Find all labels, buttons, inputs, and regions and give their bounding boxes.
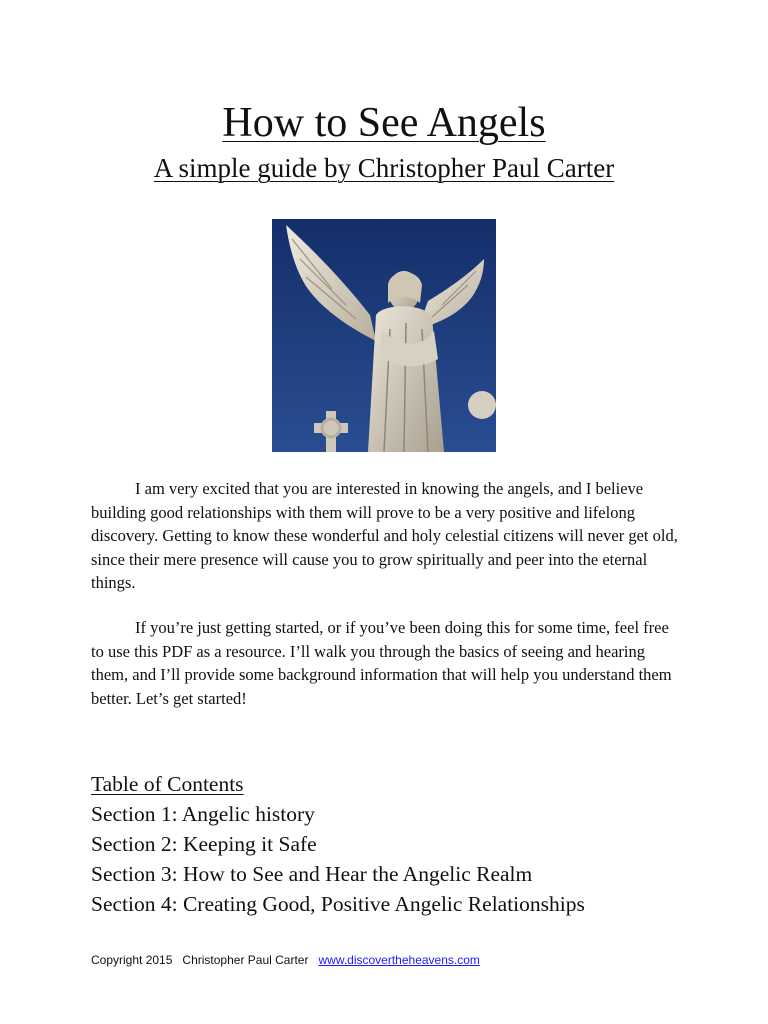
intro-paragraph: I am very excited that you are interested in knowing the angels, and I believe building good relationships with them will prove to be a very positive and lifelong discovery. Getting to know these wonderful and holy celestial citizens will never get old, since their mere presence will cause you to grow spiritually and peer into the eternal things. xyxy=(91,479,678,593)
table-of-contents xyxy=(91,769,691,919)
toc-item: Section 2: Keeping it Safe xyxy=(91,832,317,856)
website-link[interactable]: www.discovertheheavens.com xyxy=(318,953,480,967)
toc-item: Section 4: Creating Good, Positive Angelic Relationships xyxy=(91,892,585,916)
document-title: How to See Angels xyxy=(222,100,546,146)
toc-item: Section 3: How to See and Hear the Angelic Realm xyxy=(91,862,533,886)
toc-heading: Table of Contents xyxy=(91,772,244,796)
getting-started-paragraph: If you’re just getting started, or if you’ve been doing this for some time, feel free to use this PDF as a resource. I’ll walk you through the basics of seeing and hearing them, and I’ll provide some background information that will help you understand them better. Let’s get started! xyxy=(91,618,672,708)
footer xyxy=(91,952,480,968)
angel-statue-image xyxy=(272,219,496,452)
toc-item: Section 1: Angelic history xyxy=(91,802,315,826)
author-name: Christopher Paul Carter xyxy=(182,953,309,967)
document-subtitle: A simple guide by Christopher Paul Carter xyxy=(153,153,615,183)
copyright-text: Copyright 2015 xyxy=(91,953,173,967)
